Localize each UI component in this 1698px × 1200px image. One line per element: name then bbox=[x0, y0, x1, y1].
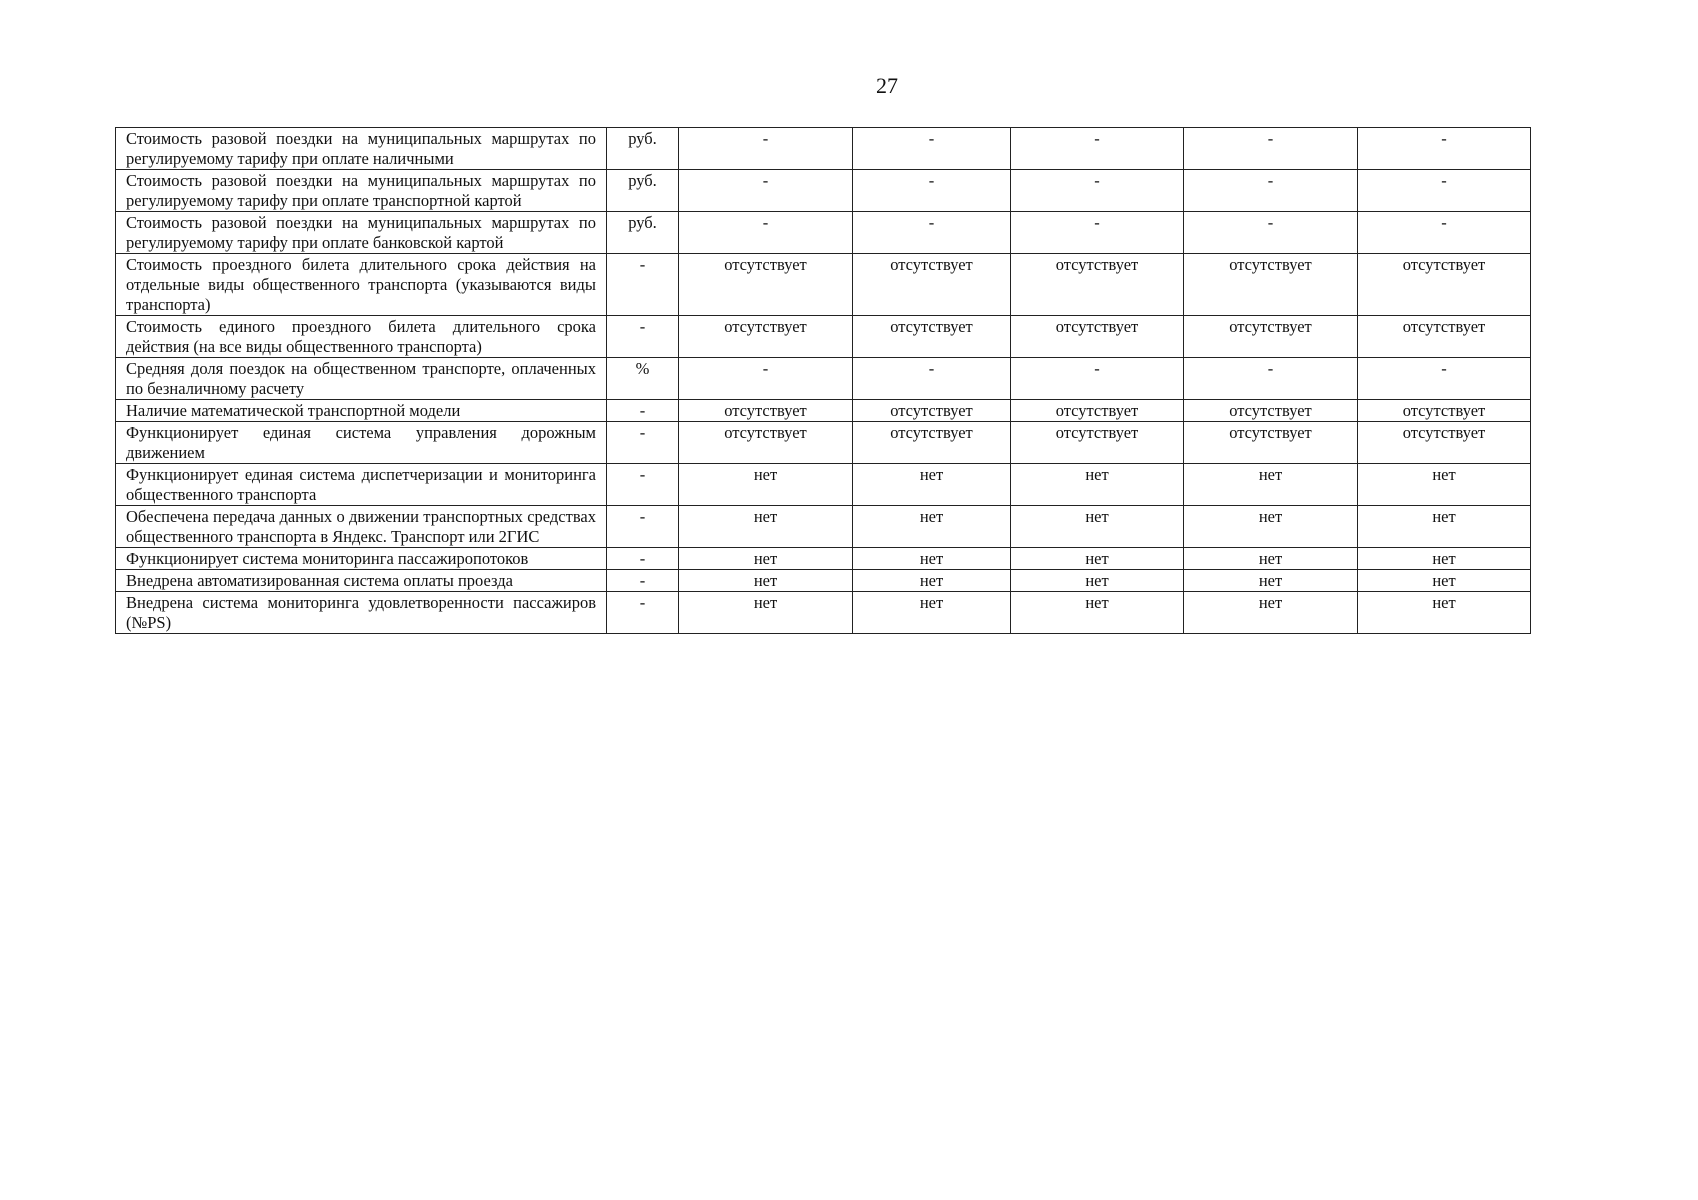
table-row bbox=[116, 212, 1531, 254]
value-cell: - bbox=[679, 128, 853, 170]
table-row bbox=[116, 316, 1531, 358]
value-cell: нет bbox=[853, 464, 1011, 506]
table-row bbox=[116, 170, 1531, 212]
value-cell: - bbox=[1358, 212, 1531, 254]
indicator-name-cell: Стоимость проездного билета длительного срока действия на отдельные виды общественного транспорта (указываются виды транспорта) bbox=[116, 254, 607, 316]
indicator-name-cell: Стоимость единого проездного билета длительного срока действия (на все виды общественного транспорта) bbox=[116, 316, 607, 358]
value-cell: нет bbox=[853, 570, 1011, 592]
indicator-name-cell: Наличие математической транспортной модели bbox=[116, 400, 607, 422]
value-cell: нет bbox=[1184, 548, 1358, 570]
value-cell: нет bbox=[1184, 592, 1358, 634]
value-cell: отсутствует bbox=[1011, 422, 1184, 464]
table-body bbox=[116, 128, 1531, 634]
unit-cell: руб. bbox=[607, 128, 679, 170]
unit-cell: руб. bbox=[607, 170, 679, 212]
value-cell: - bbox=[1011, 170, 1184, 212]
value-cell: отсутствует bbox=[1184, 316, 1358, 358]
value-cell: - bbox=[1358, 358, 1531, 400]
value-cell: нет bbox=[1184, 506, 1358, 548]
value-cell: - bbox=[679, 358, 853, 400]
value-cell: нет bbox=[1184, 464, 1358, 506]
unit-cell: - bbox=[607, 254, 679, 316]
indicator-name-cell: Обеспечена передача данных о движении транспортных средствах общественного транспорта в Яндекс. Транспорт или 2ГИС bbox=[116, 506, 607, 548]
unit-cell: - bbox=[607, 464, 679, 506]
value-cell: нет bbox=[1011, 570, 1184, 592]
table-row bbox=[116, 570, 1531, 592]
value-cell: - bbox=[1184, 358, 1358, 400]
value-cell: отсутствует bbox=[679, 316, 853, 358]
unit-cell: - bbox=[607, 422, 679, 464]
value-cell: нет bbox=[853, 548, 1011, 570]
value-cell: - bbox=[1011, 212, 1184, 254]
value-cell: нет bbox=[1358, 548, 1531, 570]
value-cell: - bbox=[853, 358, 1011, 400]
value-cell: - bbox=[679, 212, 853, 254]
page-number: 27 bbox=[876, 73, 898, 98]
value-cell: - bbox=[1358, 170, 1531, 212]
value-cell: - bbox=[853, 212, 1011, 254]
value-cell: нет bbox=[1184, 570, 1358, 592]
value-cell: - bbox=[1358, 128, 1531, 170]
value-cell: отсутствует bbox=[1358, 400, 1531, 422]
indicator-name-cell: Средняя доля поездок на общественном транспорте, оплаченных по безналичному расчету bbox=[116, 358, 607, 400]
table-row bbox=[116, 358, 1531, 400]
value-cell: - bbox=[1184, 212, 1358, 254]
indicator-name-cell: Функционирует система мониторинга пассажиропотоков bbox=[116, 548, 607, 570]
unit-cell: - bbox=[607, 592, 679, 634]
value-cell: нет bbox=[679, 592, 853, 634]
table-row bbox=[116, 592, 1531, 634]
indicator-name-cell: Внедрена система мониторинга удовлетворенности пассажиров (№PS) bbox=[116, 592, 607, 634]
value-cell: отсутствует bbox=[1011, 316, 1184, 358]
value-cell: нет bbox=[1358, 570, 1531, 592]
value-cell: нет bbox=[853, 592, 1011, 634]
value-cell: нет bbox=[1011, 464, 1184, 506]
value-cell: нет bbox=[1011, 506, 1184, 548]
value-cell: нет bbox=[1358, 506, 1531, 548]
value-cell: отсутствует bbox=[679, 400, 853, 422]
unit-cell: руб. bbox=[607, 212, 679, 254]
value-cell: нет bbox=[853, 506, 1011, 548]
value-cell: отсутствует bbox=[853, 316, 1011, 358]
unit-cell: - bbox=[607, 548, 679, 570]
value-cell: нет bbox=[679, 548, 853, 570]
indicator-name-cell: Функционирует единая система управления дорожным движением bbox=[116, 422, 607, 464]
value-cell: отсутствует bbox=[1184, 254, 1358, 316]
value-cell: нет bbox=[679, 464, 853, 506]
indicator-name-cell: Стоимость разовой поездки на муниципальных маршрутах по регулируемому тарифу при оплате наличными bbox=[116, 128, 607, 170]
value-cell: - bbox=[1184, 128, 1358, 170]
value-cell: - bbox=[1011, 358, 1184, 400]
value-cell: нет bbox=[1011, 592, 1184, 634]
value-cell: отсутствует bbox=[853, 254, 1011, 316]
unit-cell: - bbox=[607, 400, 679, 422]
indicator-name-cell: Функционирует единая система диспетчеризации и мониторинга общественного транспорта bbox=[116, 464, 607, 506]
value-cell: отсутствует bbox=[679, 422, 853, 464]
value-cell: - bbox=[1184, 170, 1358, 212]
unit-cell: - bbox=[607, 570, 679, 592]
value-cell: нет bbox=[679, 506, 853, 548]
unit-cell: - bbox=[607, 316, 679, 358]
table-row bbox=[116, 254, 1531, 316]
table-row bbox=[116, 548, 1531, 570]
value-cell: нет bbox=[1358, 592, 1531, 634]
table-row bbox=[116, 506, 1531, 548]
value-cell: отсутствует bbox=[1184, 400, 1358, 422]
table-row bbox=[116, 128, 1531, 170]
value-cell: отсутствует bbox=[853, 400, 1011, 422]
value-cell: нет bbox=[1011, 548, 1184, 570]
unit-cell: % bbox=[607, 358, 679, 400]
value-cell: - bbox=[853, 170, 1011, 212]
value-cell: отсутствует bbox=[1358, 422, 1531, 464]
value-cell: нет bbox=[679, 570, 853, 592]
value-cell: - bbox=[679, 170, 853, 212]
value-cell: нет bbox=[1358, 464, 1531, 506]
value-cell: - bbox=[853, 128, 1011, 170]
value-cell: отсутствует bbox=[1358, 316, 1531, 358]
value-cell: отсутствует bbox=[679, 254, 853, 316]
indicator-name-cell: Внедрена автоматизированная система оплаты проезда bbox=[116, 570, 607, 592]
value-cell: отсутствует bbox=[1011, 400, 1184, 422]
value-cell: отсутствует bbox=[853, 422, 1011, 464]
unit-cell: - bbox=[607, 506, 679, 548]
value-cell: отсутствует bbox=[1358, 254, 1531, 316]
table-row bbox=[116, 422, 1531, 464]
value-cell: - bbox=[1011, 128, 1184, 170]
table-row bbox=[116, 400, 1531, 422]
indicator-name-cell: Стоимость разовой поездки на муниципальных маршрутах по регулируемому тарифу при оплате транспортной картой bbox=[116, 170, 607, 212]
table-row bbox=[116, 464, 1531, 506]
value-cell: отсутствует bbox=[1184, 422, 1358, 464]
value-cell: отсутствует bbox=[1011, 254, 1184, 316]
indicator-name-cell: Стоимость разовой поездки на муниципальных маршрутах по регулируемому тарифу при оплате банковской картой bbox=[116, 212, 607, 254]
indicators-table bbox=[115, 127, 1531, 634]
